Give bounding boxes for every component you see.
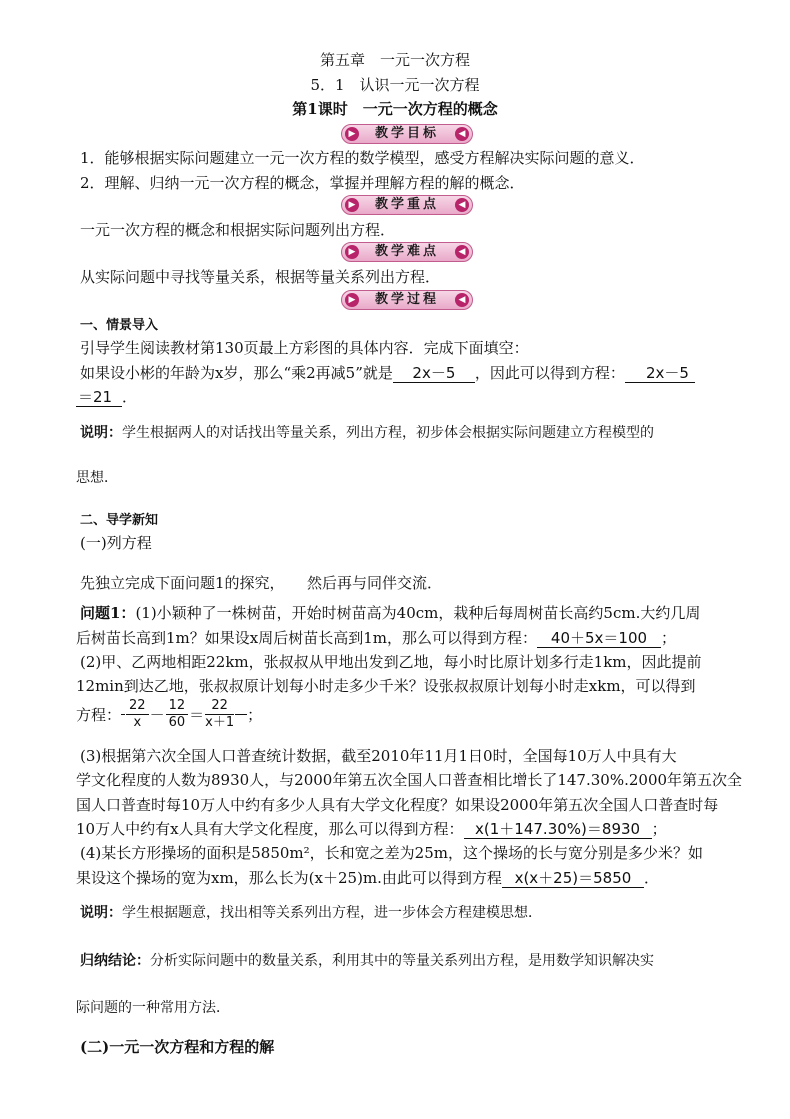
question-3-line-3: 国人口普查时每10万人中约有多少人具有大学文化程度？如果设2000年第五次全国人口普查时每 — [76, 796, 719, 814]
text-segment: ． — [643, 869, 659, 887]
part2-heading: 二、导学新知 — [80, 513, 159, 528]
text-segment: 方程： — [76, 706, 122, 724]
section-title: 5．1 认识一元一次方程 — [310, 76, 480, 94]
blank-tail — [235, 714, 247, 715]
blank-lead — [121, 714, 125, 715]
text-segment: 果设这个操场的宽为xm，那么长为(x＋25)m.由此可以得到方程 — [76, 869, 502, 887]
text-segment: ，因此可以得到方程： — [474, 364, 625, 382]
fraction — [126, 698, 149, 731]
arrow-right-icon: ▶ — [345, 245, 359, 259]
fraction-numerator: 22 — [126, 698, 149, 715]
answer-blank: 2x－5 — [625, 364, 695, 383]
difficult-points-text: 从实际问题中寻找等量关系，根据等量关系列出方程． — [80, 268, 441, 286]
part1-paragraph-2 — [80, 363, 695, 383]
note-text: 学生根据题意，找出相等关系列出方程，进一步体会方程建模思想． — [122, 905, 542, 921]
question-label: 问题1： — [80, 604, 136, 622]
question-4-line-2 — [76, 868, 659, 888]
note-text: 学生根据两人的对话找出等量关系，列出方程，初步体会根据实际问题建立方程模型的 — [122, 425, 654, 441]
fraction-numerator: 22 — [205, 698, 234, 715]
arrow-left-icon: ◀ — [455, 293, 469, 307]
question-3-line-2: 学文化程度的人数为8930人，与2000年第五次全国人口普查相比增长了147.30%.2000年第五次全 — [76, 771, 743, 789]
conclusion-label: 归纳结论： — [80, 953, 150, 969]
answer-blank: x(1＋147.30%)＝8930 — [464, 820, 652, 839]
conclusion-cont: 际问题的一种常用方法． — [76, 1000, 230, 1016]
answer-blank: x(x＋25)＝5850 — [502, 869, 644, 888]
text-segment: ； — [247, 706, 263, 724]
answer-blank: 40＋5x＝100 — [537, 629, 661, 648]
arrow-left-icon: ◀ — [455, 245, 469, 259]
text-segment: ； — [651, 820, 667, 838]
answer-blank: 2x－5 — [393, 364, 475, 383]
part1-note-cont: 思想． — [76, 470, 118, 486]
banner-label: 教学难点 — [374, 244, 439, 259]
note-label: 说明： — [80, 905, 122, 921]
arrow-left-icon: ◀ — [455, 198, 469, 212]
part2-intro: 先独立完成下面问题1的探究， 然后再与同伴交流． — [80, 574, 443, 592]
part2-note — [80, 903, 542, 923]
goal-2: 2．理解、归纳一元一次方程的概念，掌握并理解方程的解的概念． — [80, 174, 525, 192]
text-segment: ； — [661, 629, 677, 647]
banner-key-points — [341, 195, 473, 215]
chapter-title: 第五章 一元一次方程 — [319, 51, 470, 69]
operator: ＝ — [189, 706, 205, 724]
conclusion — [80, 951, 654, 971]
part1-paragraph-2-cont — [76, 387, 137, 407]
fraction-denominator: x — [133, 715, 142, 730]
text-segment: (1)小颖种了一株树苗，开始时树苗高为40cm，栽种后每周树苗长高约5cm.大约几周 — [135, 604, 701, 622]
question-3-line-1: (3)根据第六次全国人口普查统计数据，截至2010年11月1日0时，全国每10万人中具有大 — [80, 747, 677, 765]
fraction-numerator: 12 — [166, 698, 189, 715]
question-2-equation — [76, 698, 262, 731]
text-segment: 后树苗长高到1m？如果设x周后树苗长高到1m，那么可以得到方程： — [76, 629, 537, 647]
banner-label: 教学重点 — [374, 197, 439, 212]
part1-heading: 一、情景导入 — [80, 318, 159, 333]
question-2-line-2: 12min到达乙地，张叔叔原计划每小时走多少千米？设张叔叔原计划每小时走xkm，可以得到 — [76, 677, 696, 695]
part1-paragraph-1: 引导学生阅读教材第130页最上方彩图的具体内容．完成下面填空： — [80, 339, 529, 357]
operator: － — [149, 706, 165, 724]
arrow-left-icon: ◀ — [455, 127, 469, 141]
banner-difficult-points — [341, 242, 473, 262]
fraction-denominator: x＋1 — [205, 715, 235, 730]
fraction — [205, 698, 234, 731]
part2-subheading-1: (一)列方程 — [80, 534, 152, 552]
goal-1: 1．能够根据实际问题建立一元一次方程的数学模型，感受方程解决实际问题的意义． — [80, 149, 645, 167]
banner-teaching-process — [341, 290, 473, 310]
lesson-title: 第1课时 一元一次方程的概念 — [292, 100, 498, 118]
arrow-right-icon: ▶ — [345, 127, 359, 141]
text-segment: ． — [122, 388, 138, 406]
text-segment: 10万人中约有x人具有大学文化程度，那么可以得到方程： — [76, 820, 464, 838]
question-2-line-1: (2)甲、乙两地相距22km，张叔叔从甲地出发到乙地，每小时比原计划多行走1km，因此提前 — [80, 653, 702, 671]
question-4-line-1: (4)某长方形操场的面积是5850m²，长和宽之差为25m，这个操场的长与宽分别是多少米？如 — [80, 844, 703, 862]
fraction-denominator: 60 — [168, 715, 186, 730]
fraction — [166, 698, 189, 731]
banner-teaching-goals — [341, 124, 473, 144]
arrow-right-icon: ▶ — [345, 293, 359, 307]
text-segment: 如果设小彬的年龄为x岁，那么“乘2再减5”就是 — [80, 364, 393, 382]
part1-note — [80, 423, 654, 443]
banner-label: 教学目标 — [374, 126, 439, 141]
arrow-right-icon: ▶ — [345, 198, 359, 212]
note-label: 说明： — [80, 425, 122, 441]
answer-blank: ＝21 — [76, 388, 122, 407]
question-1-line-2 — [76, 628, 676, 648]
question-3-line-4 — [76, 819, 667, 839]
key-points-text: 一元一次方程的概念和根据实际问题列出方程． — [80, 221, 396, 239]
conclusion-text: 分析实际问题中的数量关系，利用其中的等量关系列出方程，是用数学知识解决实 — [150, 953, 654, 969]
question-1-line-1 — [80, 603, 700, 623]
part2-subheading-2: (二)一元一次方程和方程的解 — [80, 1038, 275, 1056]
banner-label: 教学过程 — [374, 292, 439, 307]
